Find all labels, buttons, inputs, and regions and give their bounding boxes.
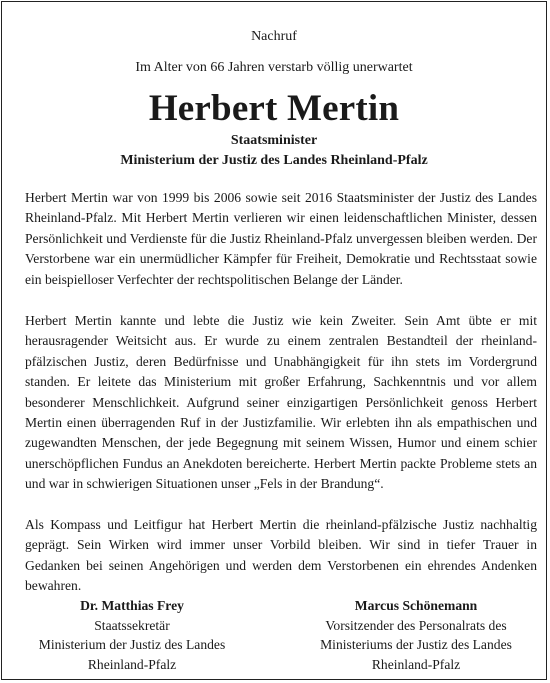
intro-line: Im Alter von 66 Jahren verstarb völlig unerwartet — [135, 60, 413, 75]
signatory-title: Staatssekretär — [94, 617, 170, 633]
notice-kicker: Nachruf — [251, 29, 297, 44]
deceased-name: Herbert Mertin — [148, 88, 400, 129]
signatory-left — [12, 596, 252, 674]
signatory-title: Vorsitzender des Personalrats des — [325, 617, 507, 633]
deceased-role: Staatsminister — [230, 133, 318, 148]
obituary-notice — [1, 1, 547, 680]
deceased-ministry: Ministerium der Justiz des Landes Rheinland-Pfalz — [120, 153, 428, 168]
signatory-right — [296, 596, 536, 674]
body-paragraph-2: Herbert Mertin kannte und lebte die Justiz wie kein Zweiter. Sein Amt übte er mit herausragender Weitsicht aus. Er wurde zu einem zentralen Bestandteil der rheinlandpfälzischen Justiz, deren Bedürfnisse und Unabhängigkeit für ihn stets im Vordergrund standen. Er leitete das Ministerium mit großer Erfahrung, Sachkenntnis und vor allem besonderer Menschlichkeit. Aufgrund seiner einzigartigen Persönlichkeit genoss Herbert Mertin einen überragenden Ruf in der Justizfamilie. Wir erlebten ihn als empathischen und zugewandten Menschen, der jede Begegnung mit seinem Wissen, Humor und einem schier unerschöpflichen Fundus an Anekdoten bereicherte. Herbert Mertin packte Probleme stets an und war in schwierigen Situationen unser „Fels in der Brandung“. — [25, 313, 537, 492]
signatory-org: Ministerium der Justiz des Landes — [38, 637, 226, 652]
signatory-org: Ministeriums der Justiz des Landes — [320, 637, 512, 652]
signatory-org-region: Rheinland-Pfalz — [87, 656, 177, 672]
signatory-name: Dr. Matthias Frey — [80, 598, 184, 613]
signatory-name: Marcus Schönemann — [354, 598, 478, 613]
signatory-org-region: Rheinland-Pfalz — [371, 656, 461, 672]
body-paragraph-1: Herbert Mertin war von 1999 bis 2006 sowie seit 2016 Staatsminister der Justiz des Landes Rheinland-Pfalz. Mit Herbert Mertin verlieren wir einen leidenschaftlichen Minister, dessen Persönlichkeit und Verdienste für die Justiz Rheinland-Pfalz unvergessen bleiben werden. Der Verstorbene war ein unermüdlicher Kämpfer für Freiheit, Demokratie und Rechtsstaat sowie ein beispielloser Verfechter der rechtspolitischen Belange der Länder. — [25, 190, 537, 287]
body-paragraph-3: Als Kompass und Leitfigur hat Herbert Mertin die rheinland-pfälzische Justiz nachhaltig geprägt. Sein Wirken wird immer unser Vorbild bleiben. Wir sind in tiefer Trauer in Gedanken bei seinen Angehörigen und werden dem Verstorbenen ein ehrendes Andenken bewahren. — [25, 517, 537, 594]
